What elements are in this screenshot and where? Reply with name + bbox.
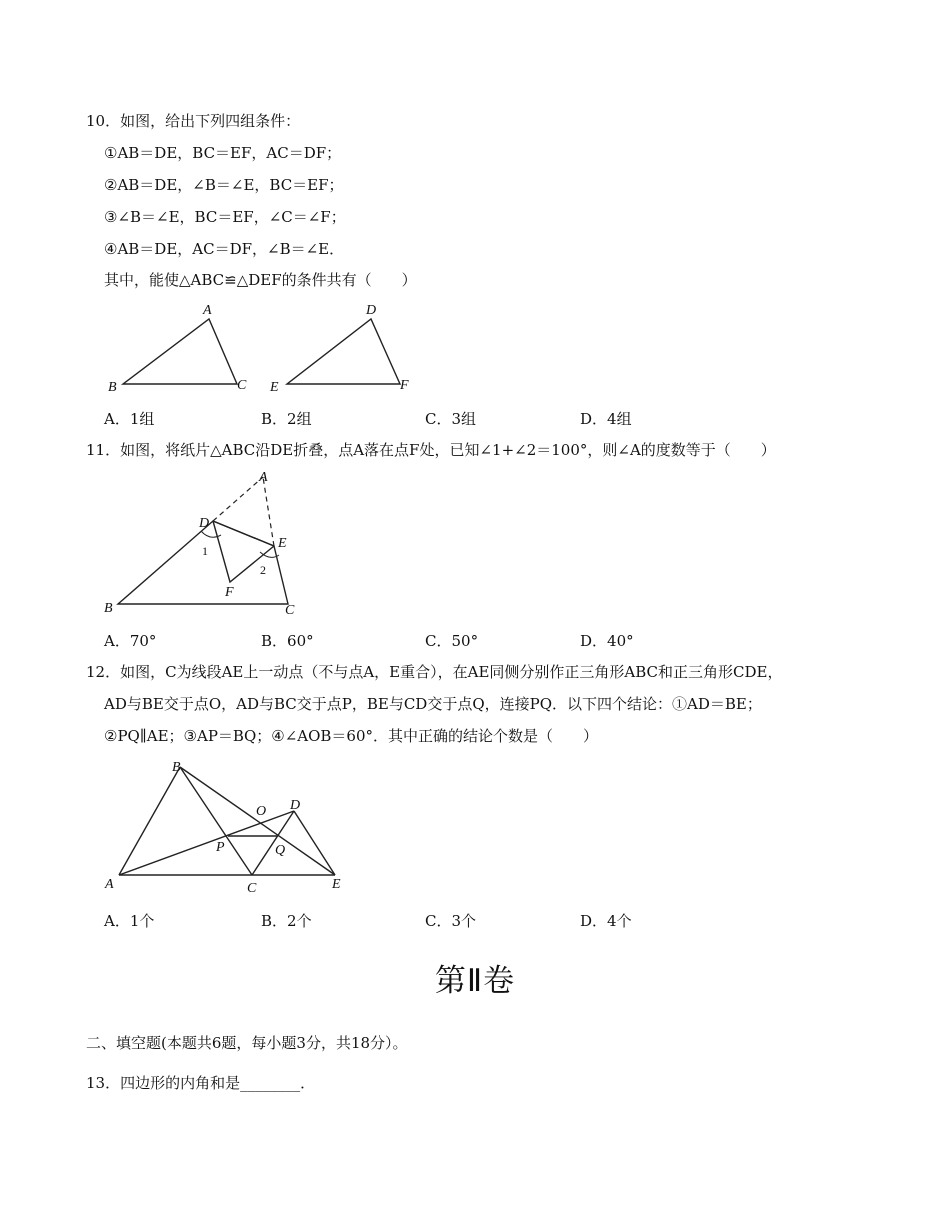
label-A: A — [259, 470, 268, 485]
q10-figure — [100, 298, 430, 398]
q12-stem-line-2: AD与BE交于点O，AD与BC交于点P，BE与CD交于点Q，连接PQ．以下四个结论：①AD＝BE； — [104, 695, 762, 713]
q12-option-c[interactable]: C．3个 — [425, 912, 477, 930]
label-C: C — [285, 603, 295, 618]
q12-figure — [100, 755, 360, 895]
label-D: D — [366, 303, 377, 318]
q11-option-b[interactable]: B．60° — [261, 632, 314, 650]
label-angle-1: 1 — [202, 544, 208, 558]
label-C: C — [247, 881, 257, 896]
label-P: P — [216, 840, 225, 855]
label-A: A — [203, 303, 212, 318]
triangle-abc — [123, 319, 237, 384]
label-E: E — [332, 877, 341, 892]
q10-condition-3: ③∠B＝∠E，BC＝EF，∠C＝∠F； — [104, 208, 346, 226]
label-angle-2: 2 — [260, 563, 266, 577]
q11-option-a[interactable]: A．70° — [104, 632, 157, 650]
q11-stem: 11．如图，将纸片△ABC沿DE折叠，点A落在点F处，已知∠1+∠2＝100°，则∠A的度数等于（ ） — [86, 441, 776, 459]
q10-stem: 10．如图，给出下列四组条件： — [86, 112, 301, 130]
label-C: C — [237, 378, 247, 393]
q11-option-c[interactable]: C．50° — [425, 632, 479, 650]
label-E: E — [270, 380, 279, 395]
q10-condition-2: ②AB＝DE，∠B＝∠E，BC＝EF； — [104, 176, 344, 194]
q10-question: 其中，能使△ABC≌△DEF的条件共有（ ） — [104, 271, 417, 289]
section-title: 第Ⅱ卷 — [434, 963, 516, 999]
q10-condition-1: ①AB＝DE，BC＝EF，AC＝DF； — [104, 144, 342, 162]
label-B: B — [104, 601, 113, 616]
part2-heading: 二、填空题(本题共6题，每小题3分，共18分）。 — [86, 1034, 408, 1052]
label-F: F — [225, 585, 234, 600]
triangle-def — [287, 319, 400, 384]
q13-stem: 13．四边形的内角和是________． — [86, 1074, 316, 1092]
label-E: E — [278, 536, 287, 551]
q12-option-a[interactable]: A．1个 — [104, 912, 155, 930]
q12-option-b[interactable]: B．2个 — [261, 912, 312, 930]
label-B: B — [108, 380, 117, 395]
label-D: D — [290, 798, 301, 813]
label-B: B — [172, 760, 181, 775]
q12-stem-line-1: 12．如图，C为线段AE上一动点（不与点A，E重合），在AE同侧分别作正三角形ABC和正三角形CDE， — [86, 663, 783, 681]
q10-option-c[interactable]: C．3组 — [425, 410, 477, 428]
q10-option-d[interactable]: D．4组 — [580, 410, 632, 428]
q11-figure — [100, 465, 320, 625]
label-O: O — [256, 804, 267, 819]
label-A: A — [105, 877, 114, 892]
q12-stem-line-3: ②PQ∥AE；③AP＝BQ；④∠AOB＝60°．其中正确的结论个数是（ ） — [104, 727, 598, 745]
q10-option-b[interactable]: B．2组 — [261, 410, 312, 428]
label-Q: Q — [275, 843, 286, 858]
q10-option-a[interactable]: A．1组 — [104, 410, 155, 428]
q10-condition-4: ④AB＝DE，AC＝DF，∠B＝∠E． — [104, 240, 345, 258]
label-F: F — [400, 378, 409, 393]
label-D: D — [199, 516, 210, 531]
q11-option-d[interactable]: D．40° — [580, 632, 634, 650]
q12-option-d[interactable]: D．4个 — [580, 912, 632, 930]
